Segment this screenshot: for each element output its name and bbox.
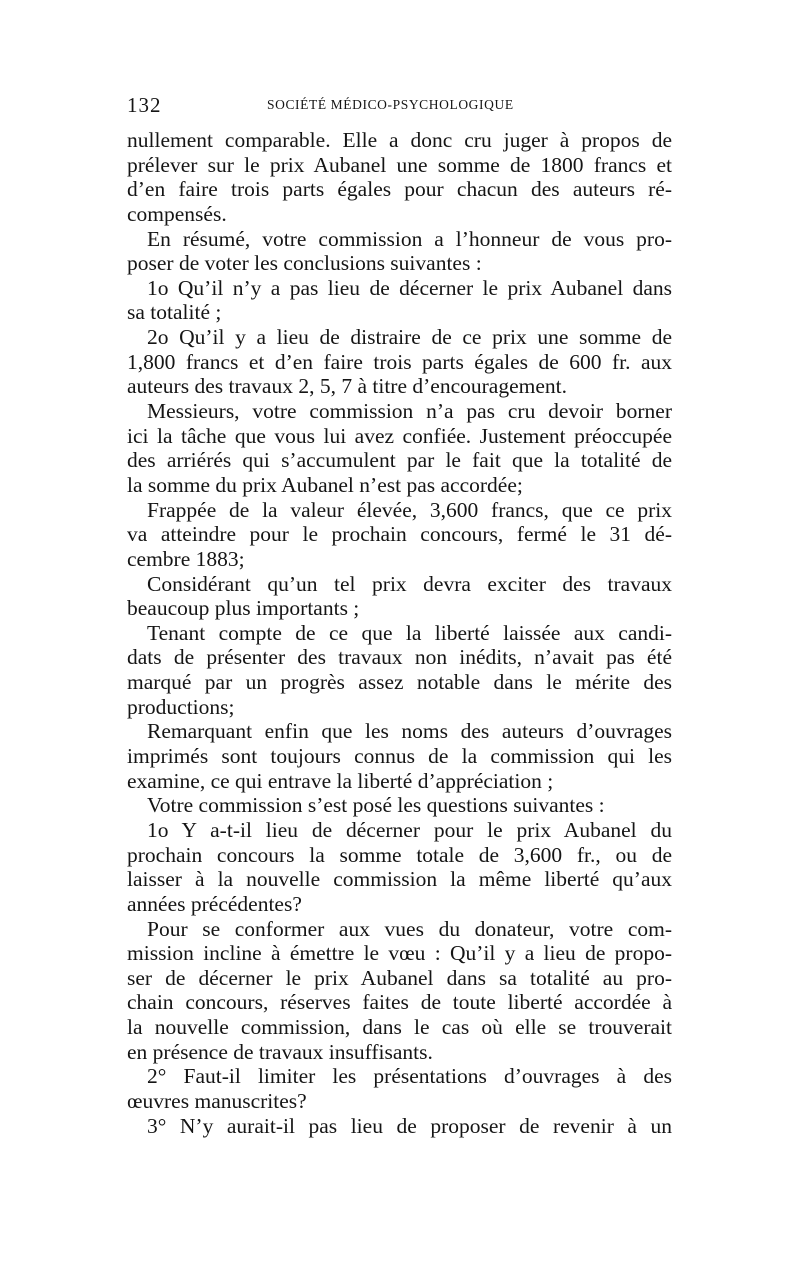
page-header: [127, 93, 672, 117]
text-line: examine, ce qui entrave la liberté d’appréciation ;: [127, 768, 554, 793]
text-line: Frappée de la valeur élevée, 3,600 francs, que ce prix: [147, 497, 672, 522]
body-text: [127, 128, 672, 1138]
text-line: 1,800 francs et d’en faire trois parts égales de 600 fr. aux: [127, 349, 672, 374]
text-line: 3° N’y aurait-il pas lieu de proposer de revenir à un: [147, 1113, 672, 1138]
text-line: auteurs des travaux 2, 5, 7 à titre d’encouragement.: [127, 374, 567, 399]
text-line: 1o Y a-t-il lieu de décerner pour le prix Aubanel du: [147, 817, 672, 842]
text-line: en présence de travaux insuffisants.: [127, 1039, 433, 1064]
text-line: prochain concours la somme totale de 3,600 fr., ou de: [127, 842, 672, 867]
text-line: la nouvelle commission, dans le cas où elle se trouverait: [127, 1015, 672, 1040]
text-line: des arriérés qui s’accumulent par le fait que la totalité de: [127, 448, 672, 473]
text-line: En résumé, votre commission a l’honneur de vous pro-: [147, 226, 672, 251]
text-line: Remarquant enfin que les noms des auteurs d’ouvrages: [147, 719, 672, 744]
text-line: nullement comparable. Elle a donc cru juger à propos de: [127, 128, 672, 152]
text-line: laisser à la nouvelle commission la même liberté qu’aux: [127, 867, 672, 892]
text-line: la somme du prix Aubanel n’est pas accordée;: [127, 472, 523, 497]
running-title: SOCIÉTÉ MÉDICO-PSYCHOLOGIQUE: [267, 97, 514, 112]
text-line: Considérant qu’un tel prix devra exciter des travaux: [147, 571, 672, 596]
page-number: 132: [127, 93, 162, 117]
text-line: ser de décerner le prix Aubanel dans sa totalité au pro-: [127, 965, 672, 990]
text-line: poser de voter les conclusions suivantes :: [127, 251, 482, 276]
text-line: sa totalité ;: [127, 300, 222, 325]
text-line: Pour se conformer aux vues du donateur, votre com-: [147, 916, 672, 941]
text-line: mission incline à émettre le vœu : Qu’il y a lieu de propo-: [127, 941, 672, 966]
text-line: marqué par un progrès assez notable dans le mérite des: [127, 670, 672, 695]
text-line: d’en faire trois parts égales pour chacun des auteurs ré-: [127, 177, 672, 202]
text-line: 2o Qu’il y a lieu de distraire de ce prix une somme de: [147, 325, 672, 350]
text-line: productions;: [127, 694, 235, 719]
text-line: beaucoup plus importants ;: [127, 596, 360, 621]
text-line: œuvres manuscrites?: [127, 1088, 307, 1113]
text-line: va atteindre pour le prochain concours, fermé le 31 dé-: [127, 522, 672, 547]
text-line: dats de présenter des travaux non inédits, n’avait pas été: [127, 645, 672, 670]
text-line: prélever sur le prix Aubanel une somme de 1800 francs et: [127, 152, 672, 177]
text-line: années précédentes?: [127, 891, 302, 916]
text-line: Tenant compte de ce que la liberté laissée aux candi-: [147, 620, 672, 645]
text-line: cembre 1883;: [127, 546, 245, 571]
text-line: chain concours, réserves faites de toute liberté accordée à: [127, 990, 672, 1015]
text-line: compensés.: [127, 201, 227, 226]
text-line: 1o Qu’il n’y a pas lieu de décerner le prix Aubanel dans: [147, 275, 672, 300]
text-line: imprimés sont toujours connus de la commission qui les: [127, 744, 672, 769]
text-line: Messieurs, votre commission n’a pas cru devoir borner: [147, 399, 672, 424]
text-line: ici la tâche que vous lui avez confiée. Justement préoccupée: [127, 423, 672, 448]
text-line: Votre commission s’est posé les questions suivantes :: [147, 793, 605, 818]
text-line: 2° Faut-il limiter les présentations d’ouvrages à des: [147, 1064, 672, 1089]
